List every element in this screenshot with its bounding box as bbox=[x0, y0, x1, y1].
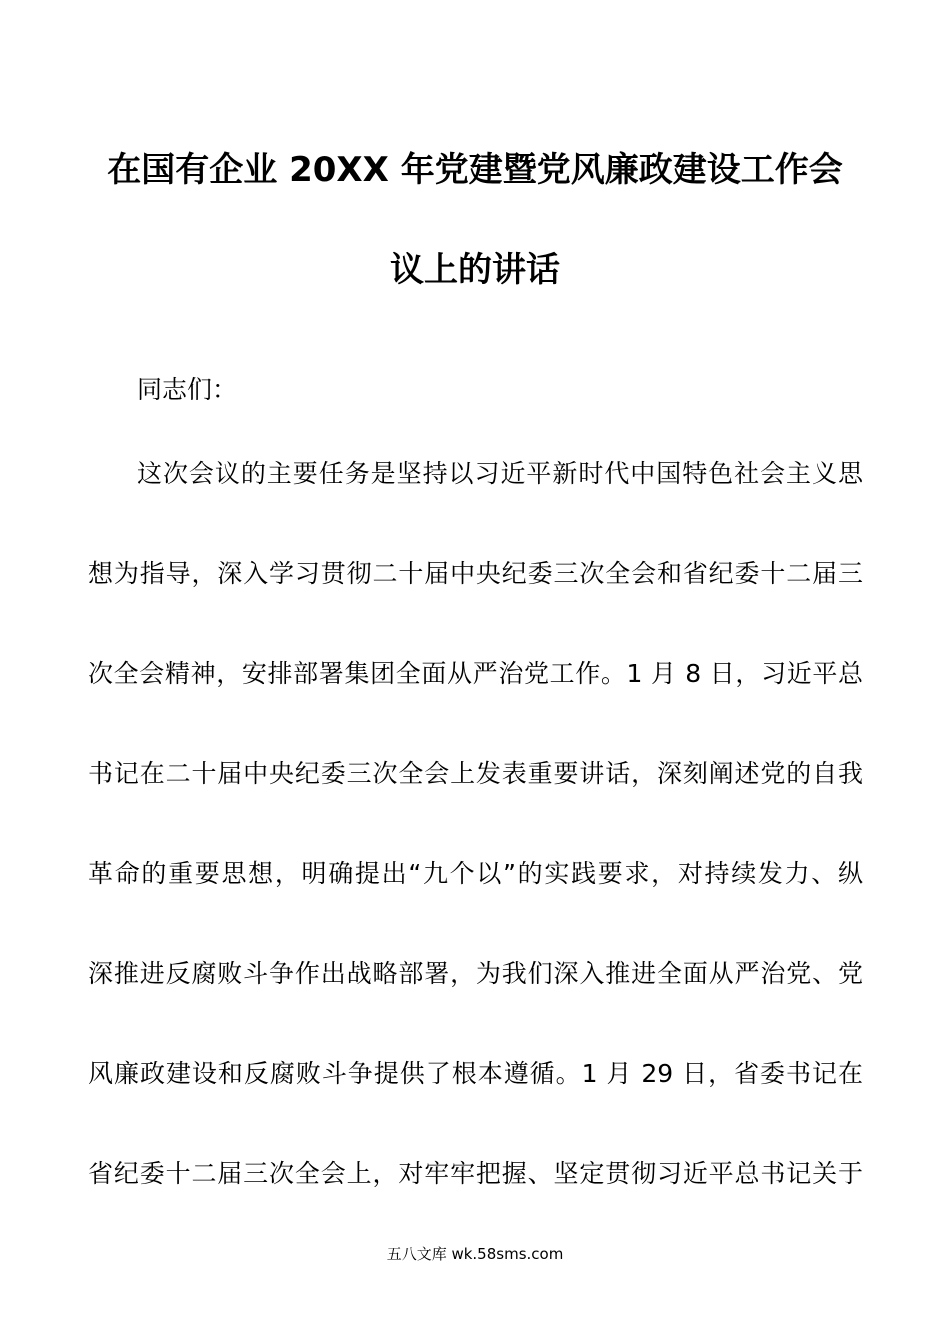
body-line-3: 次全会精神，安排部署集团全面从严治党工作。1 月 8 日，习近平总 bbox=[88, 659, 863, 688]
body-line-4: 书记在二十届中央纪委三次全会上发表重要讲话，深刻阐述党的自我 bbox=[88, 759, 863, 788]
body-line-7: 风廉政建设和反腐败斗争提供了根本遵循。1 月 29 日，省委书记在 bbox=[88, 1059, 863, 1088]
salutation: 同志们： bbox=[137, 375, 238, 404]
body-line-1: 这次会议的主要任务是坚持以习近平新时代中国特色社会主义思 bbox=[137, 459, 863, 488]
document-title-line-1: 在国有企业 20XX 年党建暨党风廉政建设工作会 bbox=[107, 150, 843, 190]
body-line-2: 想为指导，深入学习贯彻二十届中央纪委三次全会和省纪委十二届三 bbox=[88, 559, 863, 588]
body-line-8: 省纪委十二届三次全会上，对牢牢把握、坚定贯彻习近平总书记关于 bbox=[88, 1159, 863, 1188]
footer-watermark: 五八文库 wk.58sms.com bbox=[386, 1245, 564, 1263]
document-title-line-2: 议上的讲话 bbox=[390, 250, 560, 290]
body-line-5: 革命的重要思想，明确提出“九个以”的实践要求，对持续发力、纵 bbox=[88, 859, 863, 888]
body-line-6: 深推进反腐败斗争作出战略部署，为我们深入推进全面从严治党、党 bbox=[88, 959, 863, 988]
